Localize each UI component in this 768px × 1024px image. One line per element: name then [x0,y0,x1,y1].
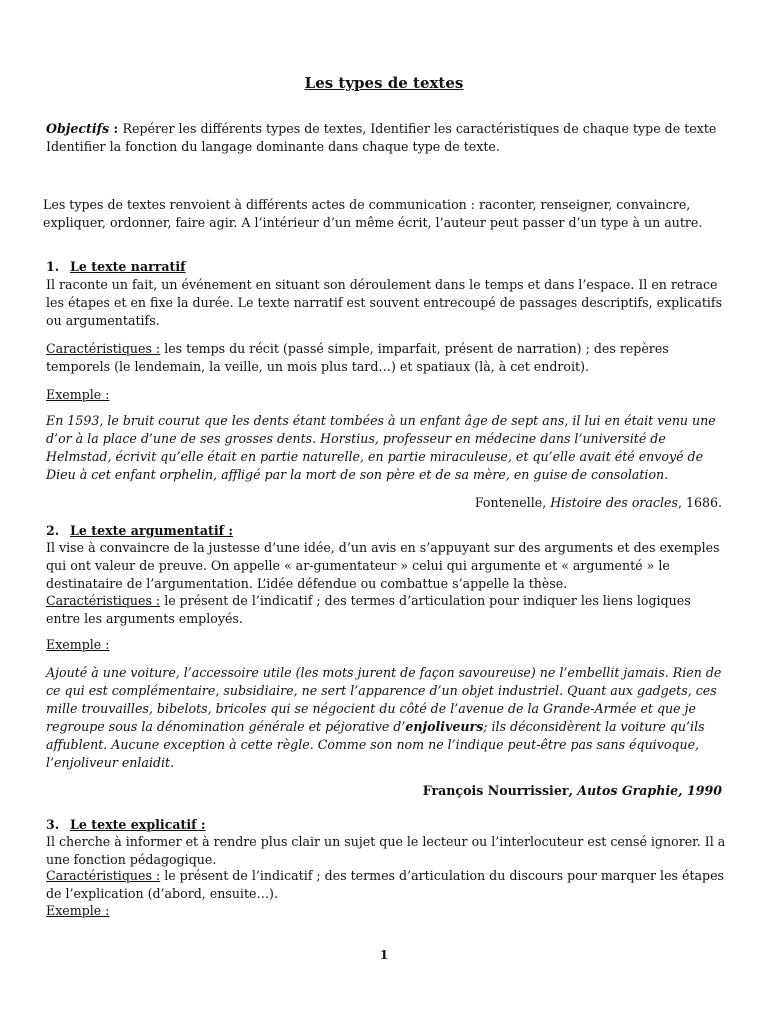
source-argumentatif: François Nourrissier, Autos Graphie, 1990 [422,783,722,798]
objectives-label: Objectifs [46,121,110,136]
section-body-explicatif: Il cherche à informer et à rendre plus clair un sujet que le lecteur ou l’interlocuteur est censé ignorer. Il a une fonction pédagogique. [46,834,726,867]
section-heading-argumentatif: 2. Le texte argumentatif : [46,523,234,538]
page-number: 1 [379,948,389,962]
characteristics-narratif: Caractéristiques : les temps du récit (passé simple, imparfait, présent de narration) ; des repères temporels (le lendemain, la veille, un mois plus tard…) et spatiaux (là, à cet endroit). [46,341,669,374]
section-heading-explicatif: 3. Le texte explicatif : [46,817,206,832]
section-body-narratif: Il raconte un fait, un événement en situant son déroulement dans le temps et dans l’espace. Il en retrace les étapes et en fixe la durée. Le texte narratif est souvent entrecoupé de passages descriptifs, explicatifs ou argumentatifs. [46,277,723,328]
example-label-narratif: Exemple : [46,387,110,402]
characteristics-argumentatif: Caractéristiques : le présent de l’indicatif ; des termes d’articulation pour indiquer les liens logiques entre les arguments employés. [46,593,691,626]
page-title: Les types de textes [304,74,464,92]
source-narratif: Fontenelle, Histoire des oracles, 1686. [474,495,722,510]
bold-word-enjoliveurs: enjoliveurs [405,719,484,734]
characteristics-label: Caractéristiques : [46,341,161,356]
intro-paragraph: Les types de textes renvoient à différents actes de communication : raconter, renseigner, convaincre, expliquer, ordonner, faire agir. A l’intérieur d’un même écrit, l’auteur peut passer d’un type à un autre. [43,197,703,230]
section-heading-narratif: 1. Le texte narratif [46,259,186,274]
example-text-narratif: En 1593, le bruit courut que les dents étant tombées à un enfant âge de sept ans, il lui en était venu une d’or à la place d’une de ses grosses dents. Horstius, professeur en médecine dans l’université de Helmstad, écrivit qu’elle était en partie naturelle, en partie miraculeuse, et qu’elle avait été envoyé de Dieu à cet enfant orphelin, affligé par la mort de son père et de sa mère, en guise de consolation. [46,413,716,482]
objectives-text-2: Identifier la fonction du langage dominante dans chaque type de texte. [46,139,500,154]
example-label-explicatif: Exemple : [46,903,110,918]
objectives-line-1: Objectifs : Repérer les différents types de textes, Identifier les caractéristiques de chaque type de texte [46,121,717,136]
section-body-argumentatif: Il vise à convaincre de la justesse d’une idée, d’un avis en s’appuyant sur des arguments et des exemples qui ont valeur de preuve. On appelle « ar-gumentateur » celui qui argumente et « argumenté » le destinataire de l’argumentation. L’idée défendue ou combattue s’appelle la thèse. [46,540,720,591]
characteristics-explicatif: Caractéristiques : le présent de l’indicatif ; des termes d’articulation du discours pour marquer les étapes de l’explication (d’abord, ensuite…). [46,868,724,901]
characteristics-label: Caractéristiques : [46,868,161,883]
objectives-text-1: Repérer les différents types de textes, Identifier les caractéristiques de chaque type de texte [122,121,717,136]
example-text-argumentatif: Ajouté à une voiture, l’accessoire utile (les mots jurent de façon savoureuse) ne l’embellit jamais. Rien de ce qui est complémentaire, subsidiaire, ne sert l’apparence d’un objet industriel. Quant aux gadgets, ces mille trouvailles, bibelots, bricoles qui se négocient du côté de l’avenue de la Grande-Armée et que je regroupe sous la dénomination générale et péjorative d’enjoliveurs; ils déconsidèrent la voiture qu’ils affublent. Aucune exception à cette règle. Comme son nom ne l’indique peut-être pas sans équivoque, l’enjoliveur enlaidit. [46,665,722,770]
example-label-argumentatif: Exemple : [46,637,110,652]
characteristics-label: Caractéristiques : [46,593,161,608]
objectives-block [46,120,728,156]
